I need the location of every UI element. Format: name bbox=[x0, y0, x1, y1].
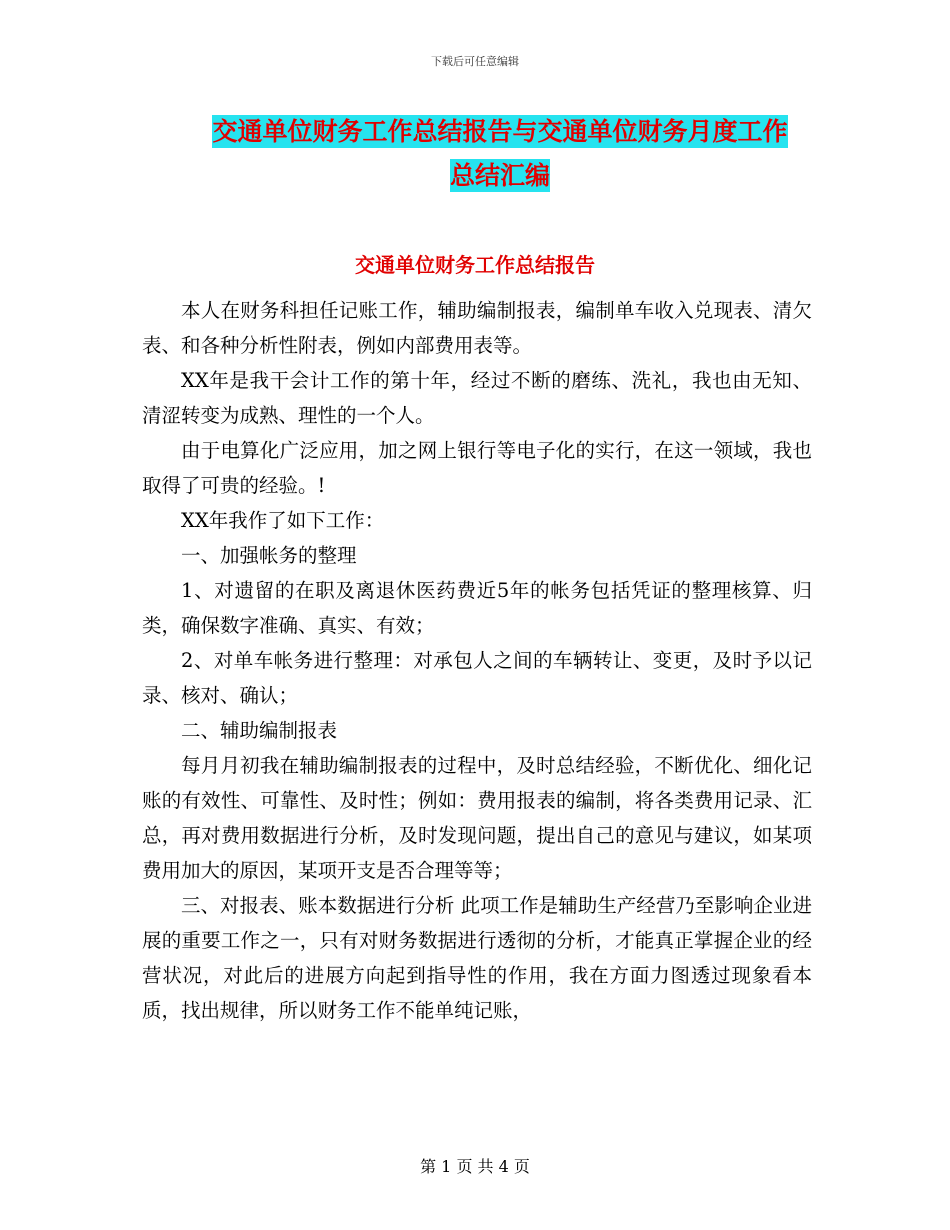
document-title bbox=[100, 110, 900, 198]
paragraph: XX年是我干会计工作的第十年，经过不断的磨练、洗礼，我也由无知、清涩转变为成熟、理性的一个人。 bbox=[142, 369, 812, 427]
title-line-2: 总结汇编 bbox=[449, 161, 550, 190]
title-line-1: 交通单位财务工作总结报告与交通单位财务月度工作 bbox=[212, 117, 788, 146]
paragraph: 三、对报表、账本数据进行分析 此项工作是辅助生产经营乃至影响企业进展的重要工作之一，只有对财务数据进行透彻的分析，才能真正掌握企业的经营状况，对此后的进展方向起到指导性的作用，我在方面力图透过现象看本质，找出规律，所以财务工作不能单纯记账， bbox=[142, 894, 812, 1022]
header-note: 下载后可任意编辑 bbox=[431, 55, 519, 68]
paragraph: XX年我作了如下工作： bbox=[181, 509, 385, 532]
document-body bbox=[142, 293, 812, 1028]
paragraph: 1、对遗留的在职及离退休医药费近5年的帐务包括凭证的整理核算、归类，确保数字准确、真实、有效； bbox=[142, 579, 812, 637]
section-title: 交通单位财务工作总结报告 bbox=[355, 253, 595, 277]
paragraph: 一、加强帐务的整理 bbox=[181, 544, 357, 567]
paragraph: 由于电算化广泛应用，加之网上银行等电子化的实行，在这一领域，我也取得了可贵的经验。! bbox=[142, 439, 812, 497]
paragraph: 2、对单车帐务进行整理：对承包人之间的车辆转让、变更，及时予以记录、核对、确认； bbox=[142, 649, 812, 707]
page-footer: 第 1 页 共 4 页 bbox=[420, 1157, 530, 1176]
paragraph: 二、辅助编制报表 bbox=[181, 719, 338, 742]
paragraph: 本人在财务科担任记账工作，辅助编制报表，编制单车收入兑现表、清欠表、和各种分析性附表，例如内部费用表等。 bbox=[142, 299, 812, 357]
paragraph: 每月月初我在辅助编制报表的过程中，及时总结经验，不断优化、细化记账的有效性、可靠性、及时性；例如：费用报表的编制，将各类费用记录、汇总，再对费用数据进行分析，及时发现问题，提出自己的意见与建议，如某项费用加大的原因，某项开支是否合理等等； bbox=[142, 754, 812, 882]
